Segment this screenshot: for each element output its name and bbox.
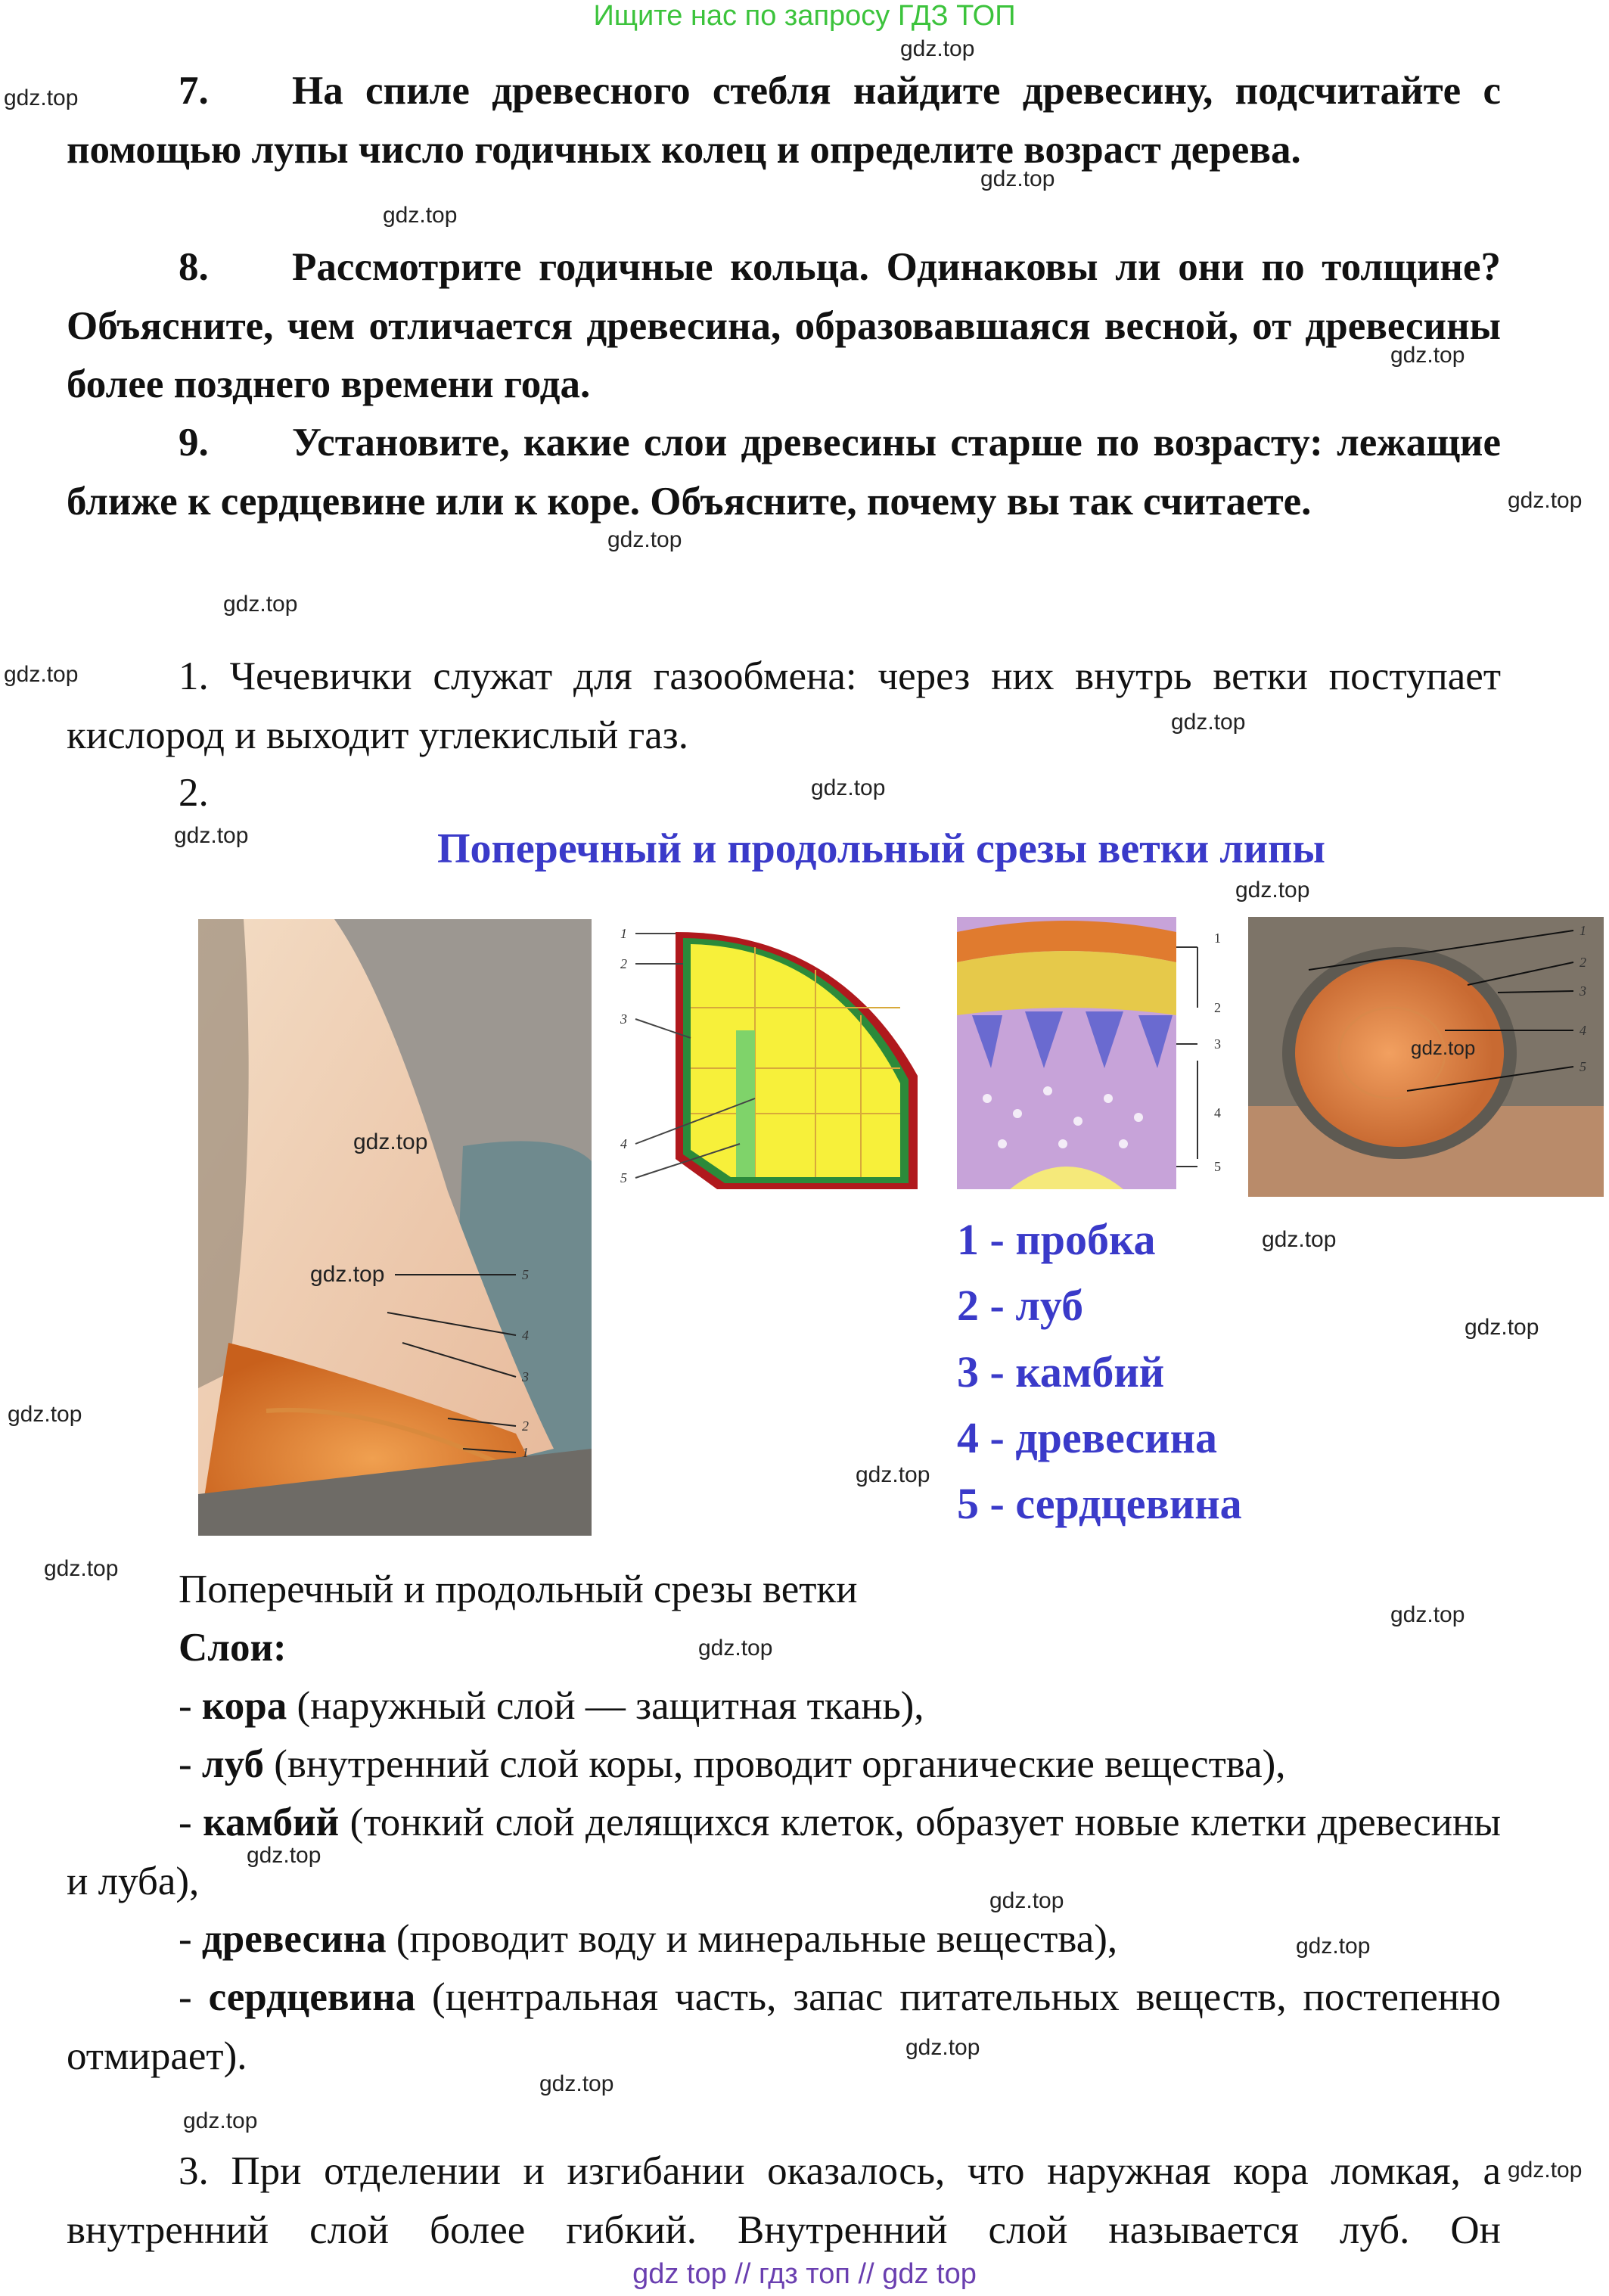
label-3: 3 bbox=[620, 1011, 627, 1027]
layers-heading: Слои: bbox=[179, 1626, 287, 1670]
watermark: gdz.top bbox=[1262, 1227, 1337, 1252]
label-5: 5 bbox=[620, 1170, 627, 1185]
layer-item bbox=[67, 1735, 1501, 1794]
watermark: gdz.top bbox=[980, 166, 1055, 191]
figure-title: Поперечный и продольный срезы ветки липы bbox=[437, 825, 1325, 872]
watermark: gdz.top bbox=[856, 1462, 930, 1487]
label-4: 4 bbox=[1579, 1023, 1586, 1038]
layer-item bbox=[67, 1968, 1501, 2086]
legend-item-3: 3 - камбий bbox=[957, 1347, 1165, 1397]
watermark: gdz.top bbox=[1390, 1602, 1465, 1627]
layer-desc: (наружный слой — защитная ткань), bbox=[287, 1684, 924, 1728]
legend-item-2: 2 - луб bbox=[957, 1281, 1084, 1330]
watermark: gdz.top bbox=[1465, 1315, 1539, 1340]
watermark: gdz.top bbox=[900, 36, 975, 61]
layer-prefix: - bbox=[179, 1800, 203, 1844]
label-3: 3 bbox=[1579, 983, 1586, 999]
layer-prefix: - bbox=[179, 1742, 202, 1786]
watermark: gdz.top bbox=[905, 2035, 980, 2060]
layer-prefix: - bbox=[179, 1975, 209, 2019]
layer-item bbox=[67, 1910, 1501, 1969]
label-1: 1 bbox=[1579, 923, 1586, 938]
question-text: Установите, какие слои древесины старше по возрасту: лежащие ближе к сердцевине или к коре. Объясните, почему вы так считаете. bbox=[67, 421, 1501, 524]
quarter-section-diagram bbox=[619, 917, 921, 1195]
layer-desc: (тонкий слой делящихся клеток, образует новые клетки древесины и луба), bbox=[67, 1800, 1502, 1903]
watermark: gdz.top bbox=[353, 1129, 428, 1154]
watermark: gdz.top bbox=[4, 662, 79, 687]
watermark: gdz.top bbox=[1171, 710, 1246, 735]
label-4: 4 bbox=[620, 1136, 627, 1151]
watermark: gdz.top bbox=[8, 1402, 82, 1427]
layer-item bbox=[67, 1677, 1501, 1736]
watermark: gdz.top bbox=[607, 527, 682, 552]
label-5: 5 bbox=[1214, 1159, 1221, 1174]
label-2: 2 bbox=[1579, 955, 1586, 970]
watermark: gdz.top bbox=[223, 592, 298, 617]
legend-item-4: 4 - древесина bbox=[957, 1413, 1218, 1462]
answer-3: 3. При отделении и изгибании оказалось, что наружная кора ломкая, а внутренний слой более гибкий. Внутренний слой называется луб. Он bbox=[67, 2149, 1501, 2252]
watermark: gdz.top bbox=[811, 775, 886, 800]
label-3: 3 bbox=[1214, 1036, 1221, 1052]
layer-term: сердцевина bbox=[208, 1975, 416, 2019]
layer-desc: (центральная часть, запас питательных веществ, постепенно отмирает). bbox=[67, 1975, 1501, 2078]
microscope-section-diagram bbox=[957, 917, 1244, 1195]
watermark: gdz.top bbox=[989, 1888, 1064, 1913]
question-number: 8. bbox=[179, 245, 209, 289]
label-1: 1 bbox=[522, 1445, 529, 1460]
watermark: gdz.top bbox=[1390, 343, 1465, 368]
watermark: gdz.top bbox=[383, 203, 458, 228]
question-text: На спиле древесного стебля найдите древесину, подсчитайте с помощью лупы число годичных колец и определите возраст дерева. bbox=[67, 69, 1501, 172]
layer-term: луб bbox=[201, 1742, 264, 1786]
answer-1: 1. Чечевички служат для газообмена: через них внутрь ветки поступает кислород и выходит углекислый газ. bbox=[67, 654, 1501, 757]
question-number: 7. bbox=[179, 69, 209, 113]
watermark: gdz.top bbox=[174, 823, 249, 848]
figure-caption: Поперечный и продольный срезы ветки bbox=[179, 1567, 858, 1611]
watermark: gdz.top bbox=[183, 2108, 258, 2133]
label-2: 2 bbox=[620, 956, 627, 971]
watermark: gdz.top bbox=[1235, 878, 1310, 903]
watermark: gdz.top bbox=[44, 1556, 119, 1581]
question-9 bbox=[67, 414, 1501, 531]
layer-term: древесина bbox=[201, 1917, 387, 1961]
watermark: gdz.top bbox=[310, 1262, 385, 1287]
label-4: 4 bbox=[1214, 1105, 1221, 1120]
watermark: gdz.top bbox=[247, 1843, 321, 1868]
watermark: gdz.top bbox=[1411, 1036, 1476, 1059]
watermark: gdz.top bbox=[1296, 1934, 1371, 1959]
legend-item-5: 5 - сердцевина bbox=[957, 1479, 1242, 1528]
question-8 bbox=[67, 238, 1501, 415]
watermark: gdz.top bbox=[1508, 488, 1583, 513]
watermark: gdz.top bbox=[4, 85, 79, 110]
longitudinal-cut-photo bbox=[198, 919, 592, 1536]
legend-item-1: 1 - пробка bbox=[957, 1215, 1156, 1264]
layer-prefix: - bbox=[179, 1684, 202, 1728]
watermark: gdz.top bbox=[698, 1636, 773, 1661]
question-7 bbox=[67, 62, 1501, 179]
label-1: 1 bbox=[620, 926, 627, 941]
watermark: gdz.top bbox=[1508, 2158, 1583, 2183]
label-3: 3 bbox=[522, 1369, 529, 1384]
footer-links[interactable]: gdz top // гдз топ // gdz top bbox=[632, 2258, 977, 2290]
label-5: 5 bbox=[1579, 1059, 1586, 1074]
question-text: Рассмотрите годичные кольца. Одинаковы ли они по толщине? Объясните, чем отличается древесина, образовавшаяся весной, от древесины более позднего времени года. bbox=[67, 245, 1501, 406]
watermark: gdz.top bbox=[539, 2071, 614, 2096]
search-banner[interactable]: Ищите нас по запросу ГДЗ ТОП bbox=[593, 0, 1016, 32]
layer-prefix: - bbox=[179, 1917, 202, 1961]
layer-desc: (проводит воду и минеральные вещества), bbox=[386, 1917, 1118, 1961]
label-2: 2 bbox=[1214, 1000, 1221, 1015]
answer-2-number: 2. bbox=[179, 771, 209, 815]
label-1: 1 bbox=[1214, 931, 1221, 946]
question-number: 9. bbox=[179, 421, 209, 464]
layer-term: камбий bbox=[203, 1800, 340, 1844]
label-2: 2 bbox=[522, 1418, 529, 1434]
layer-term: кора bbox=[201, 1684, 287, 1728]
layer-desc: (внутренний слой коры, проводит органические вещества), bbox=[263, 1742, 1286, 1786]
label-4: 4 bbox=[522, 1328, 529, 1343]
label-5: 5 bbox=[522, 1267, 529, 1282]
